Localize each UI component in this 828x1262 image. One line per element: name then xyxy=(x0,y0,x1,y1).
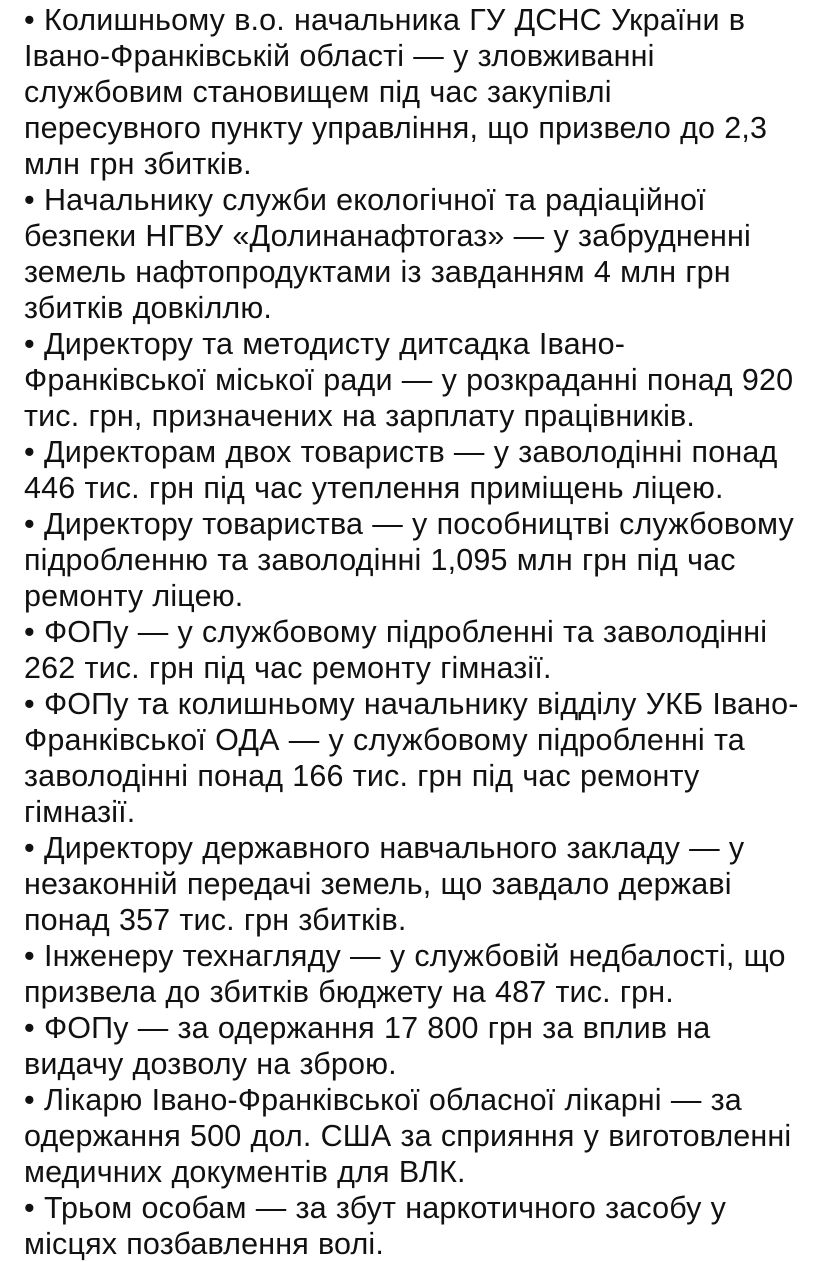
text-line: підробленню та заволодінні 1,095 млн грн під час xyxy=(24,543,736,577)
text-line: незаконній передачі земель, що завдало державі xyxy=(24,867,732,901)
text-line: призвела до збитків бюджету на 487 тис. грн. xyxy=(24,975,674,1009)
list-item xyxy=(24,326,814,434)
text-line: • Директору товариства — у пособництві службовому xyxy=(24,507,794,541)
text-line: заволодінні понад 166 тис. грн під час ремонту xyxy=(24,759,700,793)
text-line: збитків довкіллю. xyxy=(24,291,272,325)
text-line: • ФОПу — у службовому підробленні та заволодінні xyxy=(24,615,768,649)
text-line: безпеки НГВУ «Долинанафтогаз» — у забрудненні xyxy=(24,219,751,253)
document-text xyxy=(24,2,814,1262)
text-line: понад 357 тис. грн збитків. xyxy=(24,903,407,937)
text-line: млн грн збитків. xyxy=(24,147,252,181)
text-line: • Інженеру технагляду — у службовій недбалості, що xyxy=(24,939,786,973)
text-line: земель нафтопродуктами із завданням 4 млн грн xyxy=(24,255,731,289)
list-item xyxy=(24,938,814,1010)
text-line: ремонту ліцею. xyxy=(24,579,244,613)
text-line: 262 тис. грн під час ремонту гімназії. xyxy=(24,651,552,685)
text-line: тис. грн, призначених на зарплату працівників. xyxy=(24,399,695,433)
text-line: службовим становищем під час закупівлі xyxy=(24,75,612,109)
list-item xyxy=(24,1082,814,1190)
text-line: місцях позбавлення волі. xyxy=(24,1227,384,1261)
text-line: одержання 500 дол. США за сприяння у виготовленні xyxy=(24,1119,792,1153)
text-line: • ФОПу — за одержання 17 800 грн за вплив на xyxy=(24,1011,711,1045)
text-line: Франківської ОДА — у службовому підробленні та xyxy=(24,723,745,757)
text-line: 446 тис. грн під час утеплення приміщень ліцею. xyxy=(24,471,724,505)
text-line: • Лікарю Івано-Франківської обласної лікарні — за xyxy=(24,1083,742,1117)
text-line: видачу дозволу на зброю. xyxy=(24,1047,397,1081)
text-line: Франківської міської ради — у розкраданні понад 920 xyxy=(24,363,794,397)
text-line: • Начальнику служби екологічної та радіаційної xyxy=(24,183,706,217)
list-item xyxy=(24,1010,814,1082)
text-line: • ФОПу та колишньому начальнику відділу УКБ Івано- xyxy=(24,687,799,721)
text-line: • Колишньому в.о. начальника ГУ ДСНС України в xyxy=(24,3,746,37)
text-line: медичних документів для ВЛК. xyxy=(24,1155,466,1189)
list-item xyxy=(24,182,814,326)
list-item xyxy=(24,686,814,830)
text-line: гімназії. xyxy=(24,795,136,829)
text-line: • Директорам двох товариств — у заволодінні понад xyxy=(24,435,778,469)
text-line: Івано-Франківській області — у зловживанні xyxy=(24,39,655,73)
text-line: • Директору державного навчального закладу — у xyxy=(24,831,745,865)
list-item xyxy=(24,434,814,506)
list-item xyxy=(24,614,814,686)
list-item xyxy=(24,1190,814,1262)
list-item xyxy=(24,830,814,938)
list-item xyxy=(24,2,814,182)
text-line: • Трьом особам — за збут наркотичного засобу у xyxy=(24,1191,727,1225)
list-item xyxy=(24,506,814,614)
text-line: пересувного пункту управління, що призвело до 2,3 xyxy=(24,111,768,145)
text-line: • Директору та методисту дитсадка Івано- xyxy=(24,327,626,361)
